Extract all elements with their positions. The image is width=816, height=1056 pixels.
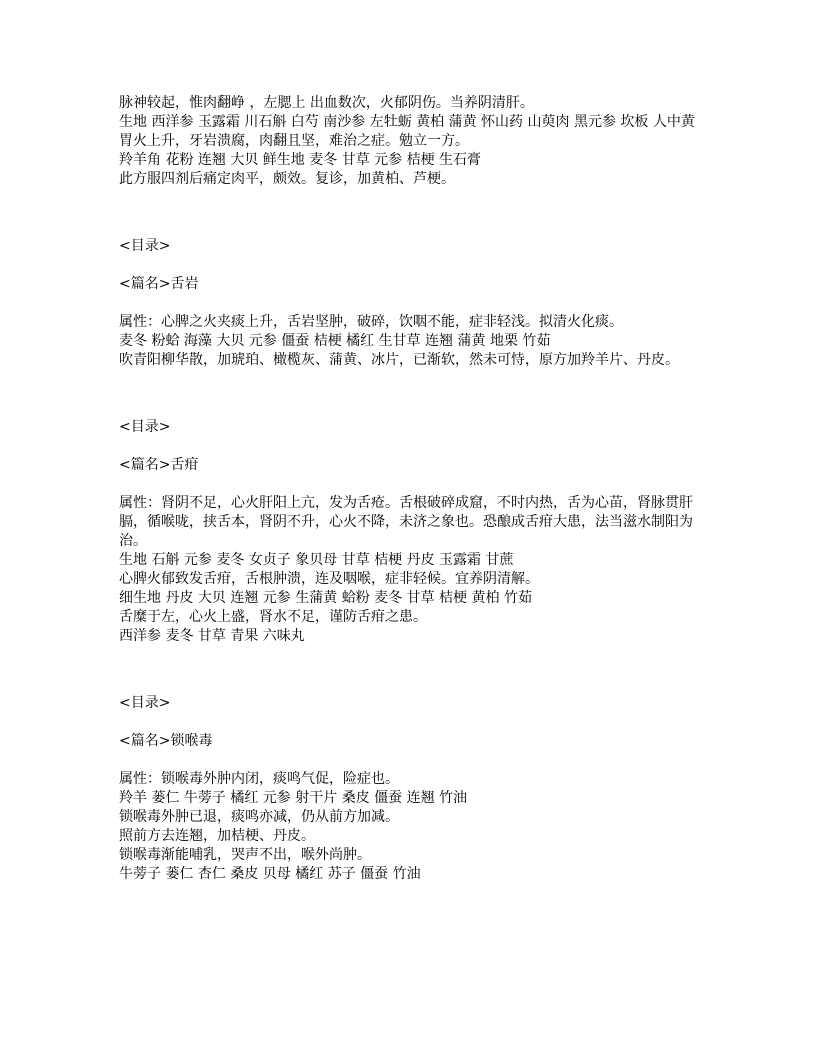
toc-link[interactable]: <目录> [119, 695, 171, 711]
text-line: 照前方去连翘，加桔梗、丹皮。 [119, 828, 315, 844]
text-line: 属性：肾阴不足，心火肝阳上亢，发为舌疮。舌根破碎成窟，不时内热，舌为心苗，肾脉贯肝膈，循喉咙，挟舌本，肾阴不升，心火不降，未济之象也。恐酿成舌疳大患，法当滋水制阳为治。 [119, 495, 693, 549]
prescription-line: 生地 西洋参 玉露霜 川石斛 白芍 南沙参 左牡蛎 黄柏 蒲黄 怀山药 山萸肉 黑元参 坎板 人中黄 [119, 114, 695, 130]
section-title: <篇名>舌疳 [119, 457, 199, 473]
section-suo-hou-du [119, 694, 699, 884]
section-title: <篇名>锁喉毒 [119, 733, 213, 749]
text-line: 锁喉毒外肿已退，痰鸣亦减，仍从前方加减。 [119, 809, 399, 825]
text-line: 心脾火郁致发舌疳，舌根肿溃，连及咽喉，症非轻候。宜养阴清解。 [119, 571, 539, 587]
prescription-line: 麦冬 粉蛤 海藻 大贝 元参 僵蚕 桔梗 橘红 生甘草 连翘 蒲黄 地栗 竹茹 [119, 333, 551, 349]
prescription-line: 西洋参 麦冬 甘草 青果 六味丸 [119, 628, 305, 644]
text-line: 属性：心脾之火夹痰上升，舌岩坚肿，破碎，饮咽不能，症非轻浅。拟清火化痰。 [119, 314, 623, 330]
text-line: 胃火上升，牙岩溃腐，肉翻且坚，难治之症。勉立一方。 [119, 133, 469, 149]
text-line: 脉神较起，惟肉翻峥 ，左腮上 出血数次，火郁阴伤。当养阴清肝。 [119, 95, 534, 111]
spacer [119, 646, 699, 694]
prescription-line: 羚羊 蒌仁 牛蒡子 橘红 元参 射干片 桑皮 僵蚕 连翘 竹油 [119, 790, 468, 806]
toc-link[interactable]: <目录> [119, 419, 171, 435]
spacer [119, 751, 699, 770]
spacer [119, 713, 699, 732]
text-line: 锁喉毒渐能哺乳，哭声不出，喉外尚肿。 [119, 847, 371, 863]
toc-link[interactable]: <目录> [119, 238, 171, 254]
spacer [119, 475, 699, 494]
intro-section [119, 94, 699, 189]
section-she-gan [119, 418, 699, 646]
section-title: <篇名>舌岩 [119, 276, 199, 292]
spacer [119, 370, 699, 418]
text-line: 吹青阳柳华散，加琥珀、橄榄灰、蒲黄、冰片，已渐软，然未可恃，原方加羚羊片、丹皮。 [119, 352, 679, 368]
section-she-yan [119, 237, 699, 370]
spacer [119, 256, 699, 275]
prescription-line: 细生地 丹皮 大贝 连翘 元参 生蒲黄 蛤粉 麦冬 甘草 桔梗 黄柏 竹茹 [119, 590, 532, 606]
spacer [119, 189, 699, 237]
prescription-line: 生地 石斛 元参 麦冬 女贞子 象贝母 甘草 桔梗 丹皮 玉露霜 甘蔗 [119, 552, 514, 568]
prescription-line: 羚羊角 花粉 连翘 大贝 鲜生地 麦冬 甘草 元参 桔梗 生石膏 [119, 152, 482, 168]
text-line: 此方服四剂后痛定肉平，颇效。复诊，加黄柏、芦梗。 [119, 171, 455, 187]
text-line: 属性：锁喉毒外肿内闭，痰鸣气促，险症也。 [119, 771, 399, 787]
spacer [119, 437, 699, 456]
document-page [119, 94, 699, 884]
spacer [119, 294, 699, 313]
text-line: 舌糜于左，心火上盛，肾水不足，谨防舌疳之患。 [119, 609, 427, 625]
prescription-line: 牛蒡子 蒌仁 杏仁 桑皮 贝母 橘红 苏子 僵蚕 竹油 [119, 866, 421, 882]
